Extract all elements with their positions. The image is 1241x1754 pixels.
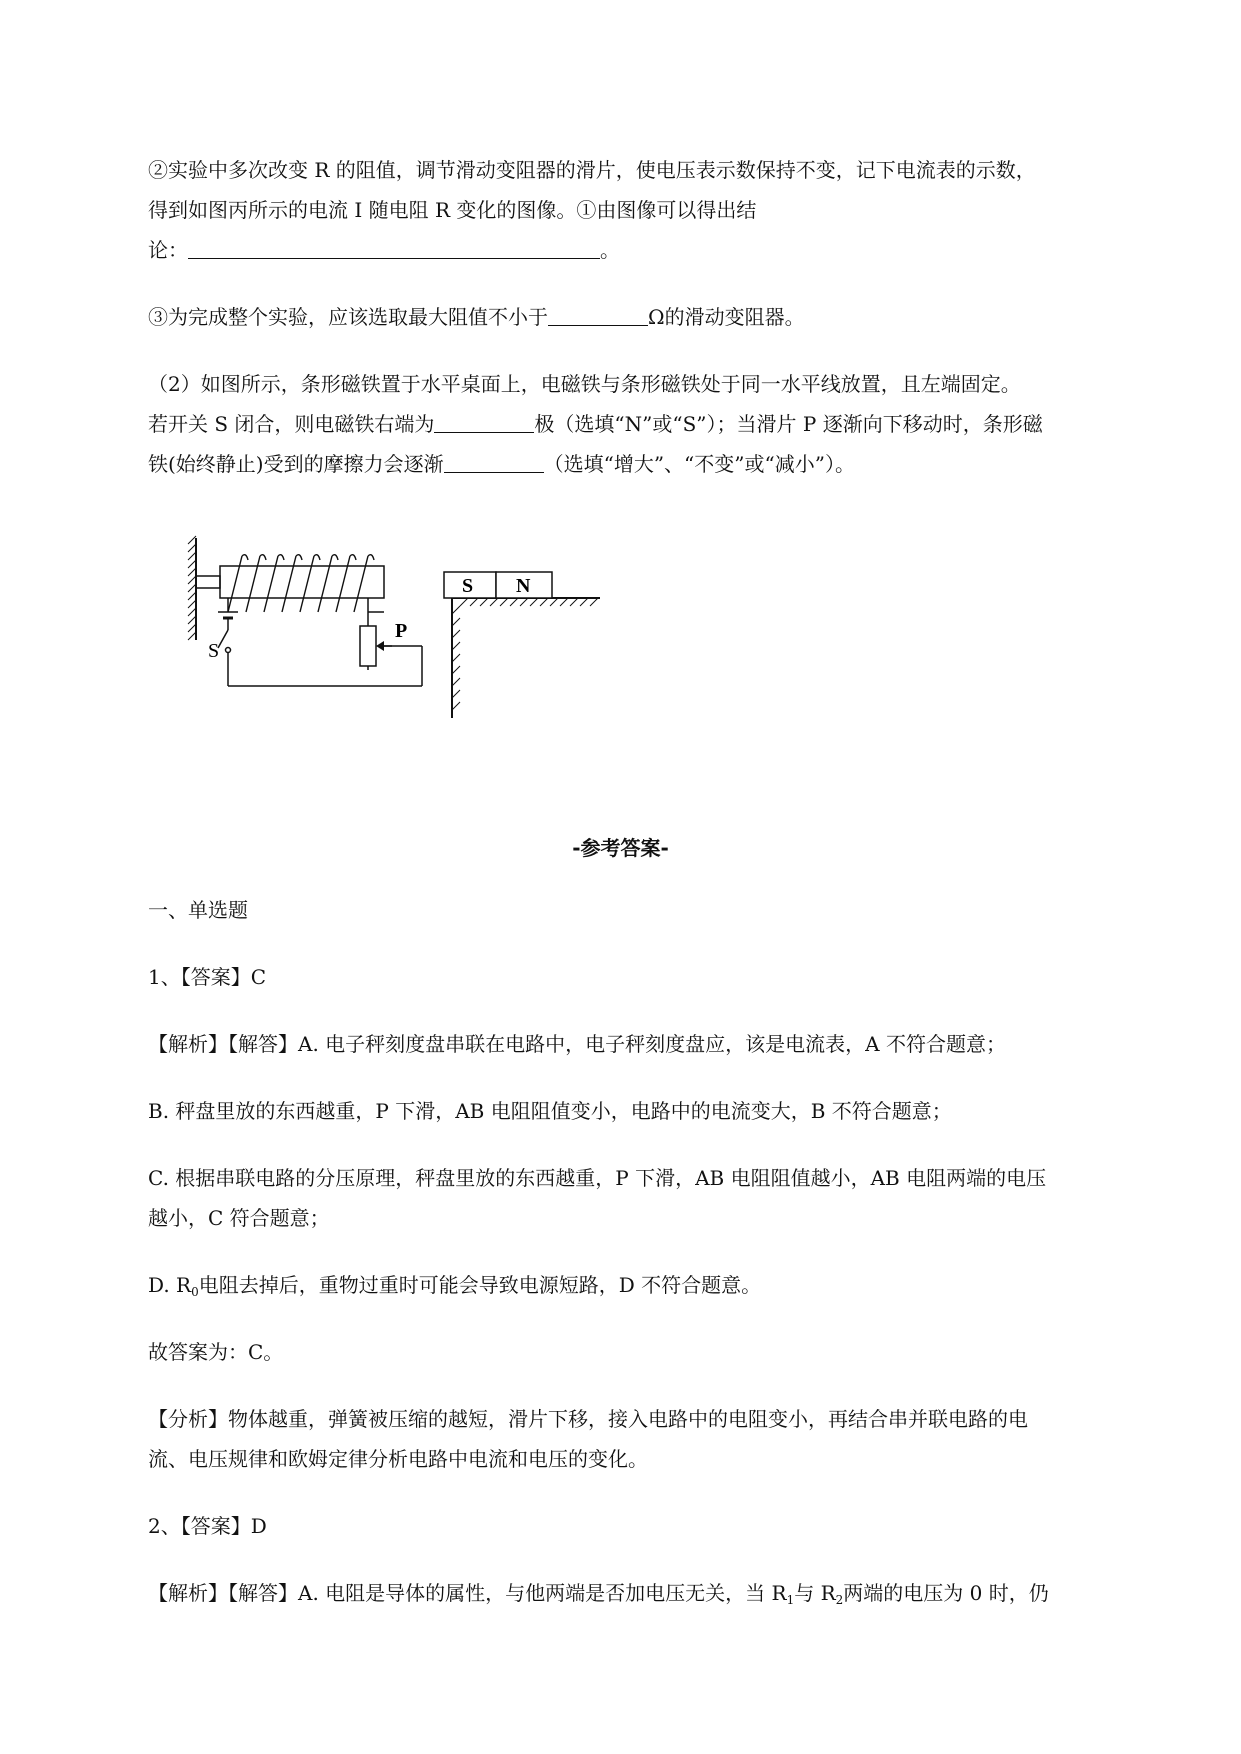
answer-line: 【解析】【解答】A. 电子秤刻度盘串联在电路中，电子秤刻度盘应，该是电流表，A 不符合题意； xyxy=(148,1032,1006,1056)
answer-line: B. 秤盘里放的东西越重，P 下滑，AB 电阻阻值变小，电路中的电流变大，B 不符合题意； xyxy=(148,1099,952,1123)
magnet-n-label: N xyxy=(516,575,531,597)
answer-blank[interactable] xyxy=(434,412,534,433)
question-line: ②实验中多次改变 R 的阻值，调节滑动变阻器的滑片，使电压表示数保持不变，记下电流表的示数， xyxy=(148,158,1036,182)
answer-line: 越小，C 符合题意； xyxy=(148,1206,330,1230)
question-line xyxy=(148,303,805,331)
question-text: Ω的滑动变阻器。 xyxy=(648,305,805,329)
answer-line: 流、电压规律和欧姆定律分析电路中电流和电压的变化。 xyxy=(148,1447,648,1471)
question-text: 极（选填“N”或“S”）；当滑片 P 逐渐向下移动时，条形磁 xyxy=(534,412,1043,436)
question-text: 铁(始终静止)受到的摩擦力会逐渐 xyxy=(148,452,444,476)
question-line: 得到如图丙所示的电流 I 随电阻 R 变化的图像。①由图像可以得出结 xyxy=(148,198,757,222)
answer-text: D. R xyxy=(148,1273,192,1297)
answer-text: 电阻去掉后，重物过重时可能会导致电源短路，D 不符合题意。 xyxy=(198,1273,762,1297)
table-hatch xyxy=(452,598,598,710)
answer-blank[interactable] xyxy=(548,305,648,326)
answer-text: 与 R xyxy=(794,1581,836,1605)
magnet-s-label: S xyxy=(462,575,474,597)
answer-blank[interactable] xyxy=(188,238,600,259)
wall-hatch xyxy=(188,536,196,640)
answer-title: 1、【答案】C xyxy=(148,965,267,989)
rheostat xyxy=(360,598,422,686)
answer-text: 【解析】【解答】A. 电阻是导体的属性，与他两端是否加电压无关，当 R xyxy=(148,1581,787,1605)
answer-text: 两端的电压为 0 时，仍 xyxy=(843,1581,1049,1605)
answer-title: 2、【答案】D xyxy=(148,1514,267,1538)
subscript: 0 xyxy=(191,1285,199,1299)
mount-block xyxy=(196,576,220,588)
answer-line xyxy=(148,1271,761,1306)
table xyxy=(452,598,600,718)
question-text: 。 xyxy=(600,238,620,262)
question-text: ③为完成整个实验，应该选取最大阻值不小于 xyxy=(148,305,548,329)
question-line xyxy=(148,450,855,478)
electromagnet-figure xyxy=(180,530,610,720)
subscript: 2 xyxy=(835,1593,844,1607)
slider-arrow xyxy=(376,641,392,651)
question-line xyxy=(148,236,620,264)
question-text: （选填“增大”、“不变”或“减小”）。 xyxy=(543,452,855,476)
coil xyxy=(228,555,374,612)
switch xyxy=(218,630,422,686)
subscript: 1 xyxy=(786,1593,795,1607)
question-line: （2）如图所示，条形磁铁置于水平桌面上，电磁铁与条形磁铁处于同一水平线放置，且左端固定。 xyxy=(148,372,1021,396)
section-title: 一、单选题 xyxy=(148,898,248,922)
question-text: 论： xyxy=(148,238,188,262)
question-text: 若开关 S 闭合，则电磁铁右端为 xyxy=(148,412,435,436)
answer-line: 【分析】物体越重，弹簧被压缩的越短，滑片下移，接入电路中的电阻变小，再结合串并联电路的电 xyxy=(148,1407,1028,1431)
answer-heading: -参考答案- xyxy=(572,836,669,860)
answer-line xyxy=(148,1579,1049,1614)
answer-line: 故答案为：C。 xyxy=(148,1340,284,1364)
switch-label: S xyxy=(208,640,220,662)
answer-blank[interactable] xyxy=(444,452,544,473)
slider-label: P xyxy=(395,620,408,642)
question-line xyxy=(148,410,1043,438)
battery xyxy=(218,598,238,630)
answer-line: C. 根据串联电路的分压原理，秤盘里放的东西越重，P 下滑，AB 电阻阻值越小，AB 电阻两端的电压 xyxy=(148,1166,1047,1190)
